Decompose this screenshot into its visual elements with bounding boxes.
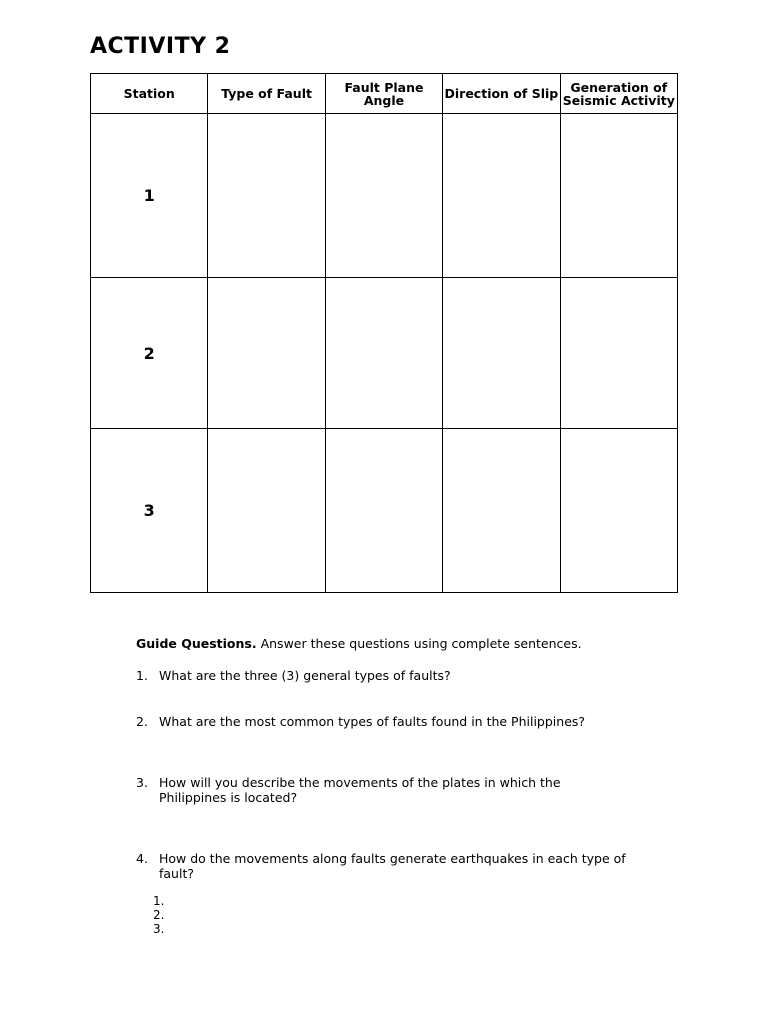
- table-row: [91, 278, 678, 429]
- guide-label: Guide Questions.: [136, 636, 257, 651]
- activity-table: [90, 73, 678, 593]
- answer-cell[interactable]: [325, 278, 442, 429]
- station-cell: 3: [91, 429, 208, 593]
- answer-cell[interactable]: [325, 429, 442, 593]
- table-row: [91, 114, 678, 278]
- sub-item-3: 3.: [153, 922, 165, 936]
- answer-cell[interactable]: [208, 278, 325, 429]
- answer-cell[interactable]: [560, 429, 677, 593]
- header-generation-of-seismic-activity: Generation of Seismic Activity: [560, 74, 677, 114]
- answer-cell[interactable]: [560, 114, 677, 278]
- answer-cell[interactable]: [325, 114, 442, 278]
- answer-cell[interactable]: [443, 278, 560, 429]
- answer-cell[interactable]: [208, 114, 325, 278]
- question-number: 2.: [136, 714, 148, 729]
- answer-cell[interactable]: [443, 429, 560, 593]
- guide-instruction: Answer these questions using complete sentences.: [256, 636, 582, 651]
- question-text: What are the most common types of faults found in the Philippines?: [159, 714, 586, 729]
- station-cell: 1: [91, 114, 208, 278]
- question-number: 3.: [136, 775, 148, 790]
- question-number: 1.: [136, 668, 148, 683]
- question-text: What are the three (3) general types of faults?: [159, 668, 451, 683]
- header-station: Station: [91, 74, 208, 114]
- header-direction-of-slip: Direction of Slip: [443, 74, 560, 114]
- sub-item-1: 1.: [153, 894, 165, 908]
- header-fault-plane-angle: Fault Plane Angle: [325, 74, 442, 114]
- page-title: ACTIVITY 2: [90, 34, 231, 59]
- answer-cell[interactable]: [443, 114, 560, 278]
- question-text: How will you describe the movements of the plates in which the Philippines is located?: [159, 775, 561, 805]
- table-header-row: [91, 74, 678, 114]
- question-text: How do the movements along faults generate earthquakes in each type of fault?: [159, 851, 626, 881]
- header-type-of-fault: Type of Fault: [208, 74, 325, 114]
- answer-cell[interactable]: [560, 278, 677, 429]
- question-number: 4.: [136, 851, 148, 866]
- answer-cell[interactable]: [208, 429, 325, 593]
- table-row: [91, 429, 678, 593]
- station-cell: 2: [91, 278, 208, 429]
- guide-questions-heading: [136, 636, 676, 651]
- sub-item-2: 2.: [153, 908, 165, 922]
